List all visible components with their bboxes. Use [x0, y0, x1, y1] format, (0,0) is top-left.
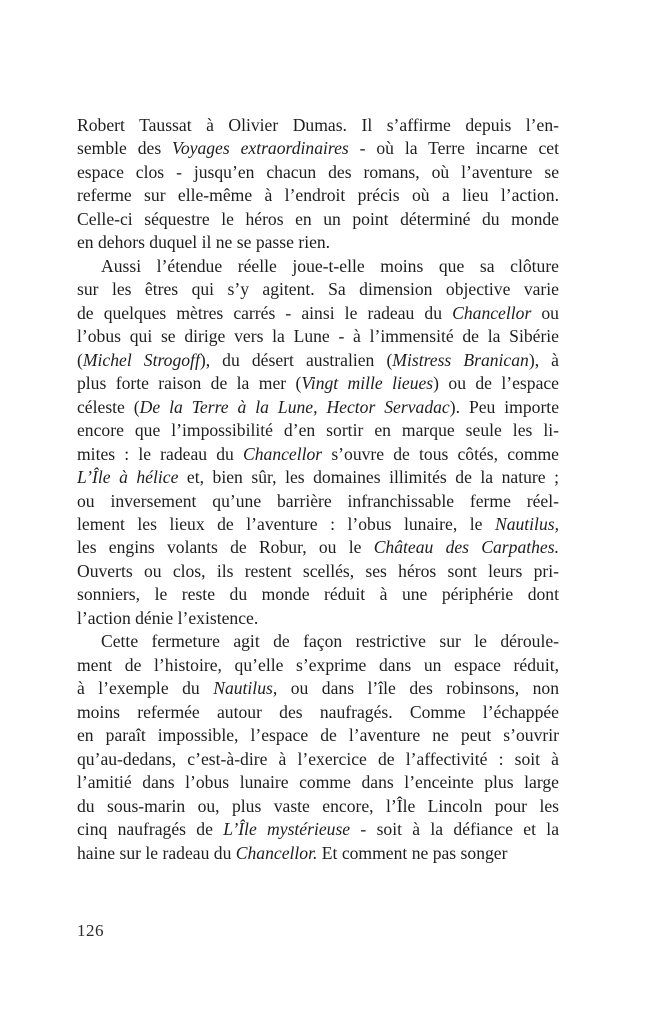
text-segment: céleste (	[77, 396, 140, 417]
text-segment: Aussi l’étendue réelle joue-t-elle moins que sa clôture	[101, 255, 559, 276]
text-line	[77, 490, 559, 513]
text-segment: l’obus qui se dirige vers la Lune - à l’immensité de la Sibérie	[77, 326, 559, 347]
text-segment: et, bien sûr, les domaines illimités de la nature ;	[178, 467, 559, 488]
text-segment: Cette fermeture agit de façon restrictive sur le déroule-	[101, 631, 559, 652]
text-line	[77, 302, 559, 325]
text-segment: plus forte raison de la mer (	[77, 373, 302, 394]
text-segment: Et comment ne pas songer	[317, 842, 508, 863]
text-segment: (	[77, 349, 83, 370]
text-line	[77, 349, 559, 372]
page-number: 126	[77, 921, 104, 940]
text-line	[77, 842, 559, 865]
italic-title: Château des Carpathes.	[373, 537, 559, 558]
text-segment: les engins volants de Robur, ou le	[77, 537, 374, 558]
italic-title: L’Île à hélice	[77, 467, 179, 488]
text-line	[77, 396, 559, 419]
text-segment: , ou dans l’île des robinsons, non	[272, 678, 559, 699]
text-segment: sur les êtres qui s’y agitent. Sa dimension objective varie	[77, 279, 559, 300]
text-line	[77, 513, 559, 536]
italic-title: Chancellor.	[235, 842, 318, 863]
text-segment: l’action dénie l’existence.	[77, 607, 259, 628]
text-segment: ) ou de l’espace	[433, 373, 559, 394]
text-segment: Celle-ci séquestre le héros en un point déterminé du monde	[77, 208, 559, 229]
text-segment: moins refermée autour des naufragés. Comme l’échappée	[77, 701, 559, 722]
text-line	[77, 583, 559, 606]
text-line	[77, 466, 559, 489]
text-line	[77, 325, 559, 348]
text-line	[77, 701, 559, 724]
text-line	[77, 255, 559, 278]
text-segment: sonniers, le reste du monde réduit à une périphérie dont	[77, 584, 559, 605]
text-segment: Robert Taussat à Olivier Dumas. Il s’affirme depuis l’en-	[77, 115, 559, 135]
text-segment: - où la Terre incarne cet	[348, 138, 559, 159]
italic-title: Chancellor	[242, 443, 323, 464]
italic-title: Nautilus	[213, 678, 273, 699]
text-segment: referme sur elle-même à l’endroit précis où a lieu l’action.	[77, 185, 559, 206]
italic-title: Vingt mille lieues	[301, 373, 434, 394]
text-line	[77, 372, 559, 395]
text-line	[77, 161, 559, 184]
text-segment: ou inversement qu’une barrière infranchissable ferme réel-	[77, 490, 559, 511]
text-segment: en dehors duquel il ne se passe rien.	[77, 232, 331, 253]
text-segment: cinq naufragés de	[77, 819, 224, 840]
text-line	[77, 795, 559, 818]
italic-title: L’Île mystérieuse	[223, 819, 351, 840]
italic-title: Mistress Branican	[392, 349, 529, 370]
text-segment: ), du désert australien (	[199, 349, 393, 370]
text-segment: qu’au-dedans, c’est-à-dire à l’exercice de l’affectivité : soit à	[77, 748, 559, 769]
paragraph	[77, 114, 559, 255]
text-line	[77, 208, 559, 231]
text-segment: lement les lieux de l’aventure : l’obus lunaire, le	[77, 513, 495, 534]
text-segment: mites : le radeau du	[77, 443, 243, 464]
text-segment: haine sur le radeau du	[77, 842, 236, 863]
italic-title: Nautilus,	[494, 513, 559, 534]
paragraph	[77, 255, 559, 631]
text-segment: ment de l’histoire, qu’elle s’exprime dans un espace réduit,	[77, 654, 559, 675]
text-segment: à l’exemple du	[77, 678, 214, 699]
text-line	[77, 114, 559, 137]
text-segment: ). Peu importe	[449, 396, 559, 417]
text-line	[77, 607, 559, 630]
text-segment: s’ouvre de tous côtés, comme	[322, 443, 559, 464]
text-line	[77, 771, 559, 794]
text-segment: espace clos - jusqu’en chacun des romans, où l’aventure se	[77, 161, 559, 182]
text-segment: ), à	[528, 349, 559, 370]
text-segment: l’amitié dans l’obus lunaire comme dans l’enceinte plus large	[77, 772, 559, 793]
italic-title: Voyages extraordinaires	[172, 138, 349, 159]
italic-title: De la Terre à la Lune, Hector Servadac	[139, 396, 450, 417]
text-line	[77, 818, 559, 841]
italic-title: Michel Strogoff	[82, 349, 200, 370]
text-line	[77, 677, 559, 700]
text-segment: semble des	[77, 138, 173, 159]
text-line	[77, 137, 559, 160]
text-line	[77, 443, 559, 466]
paragraph	[77, 630, 559, 865]
text-line	[77, 748, 559, 771]
italic-title: Chancellor	[452, 302, 532, 323]
text-line	[77, 654, 559, 677]
text-line	[77, 724, 559, 747]
text-segment: Ouverts ou clos, ils restent scellés, ses héros sont leurs pri-	[77, 560, 559, 581]
text-segment: ou	[531, 302, 559, 323]
text-line	[77, 560, 559, 583]
text-segment: de quelques mètres carrés - ainsi le radeau du	[77, 302, 453, 323]
text-line	[77, 231, 559, 254]
text-segment: encore que l’impossibilité d’en sortir en marque seule les li-	[77, 420, 559, 441]
text-line	[77, 419, 559, 442]
text-line	[77, 184, 559, 207]
text-line	[77, 278, 559, 301]
text-line	[77, 630, 559, 653]
text-line	[77, 536, 559, 559]
body-text	[77, 114, 559, 865]
text-segment: en paraît impossible, l’espace de l’aventure ne peut s’ouvrir	[77, 725, 559, 746]
text-segment: - soit à la défiance et la	[350, 819, 559, 840]
text-segment: du sous-marin ou, plus vaste encore, l’Île Lincoln pour les	[77, 795, 559, 816]
